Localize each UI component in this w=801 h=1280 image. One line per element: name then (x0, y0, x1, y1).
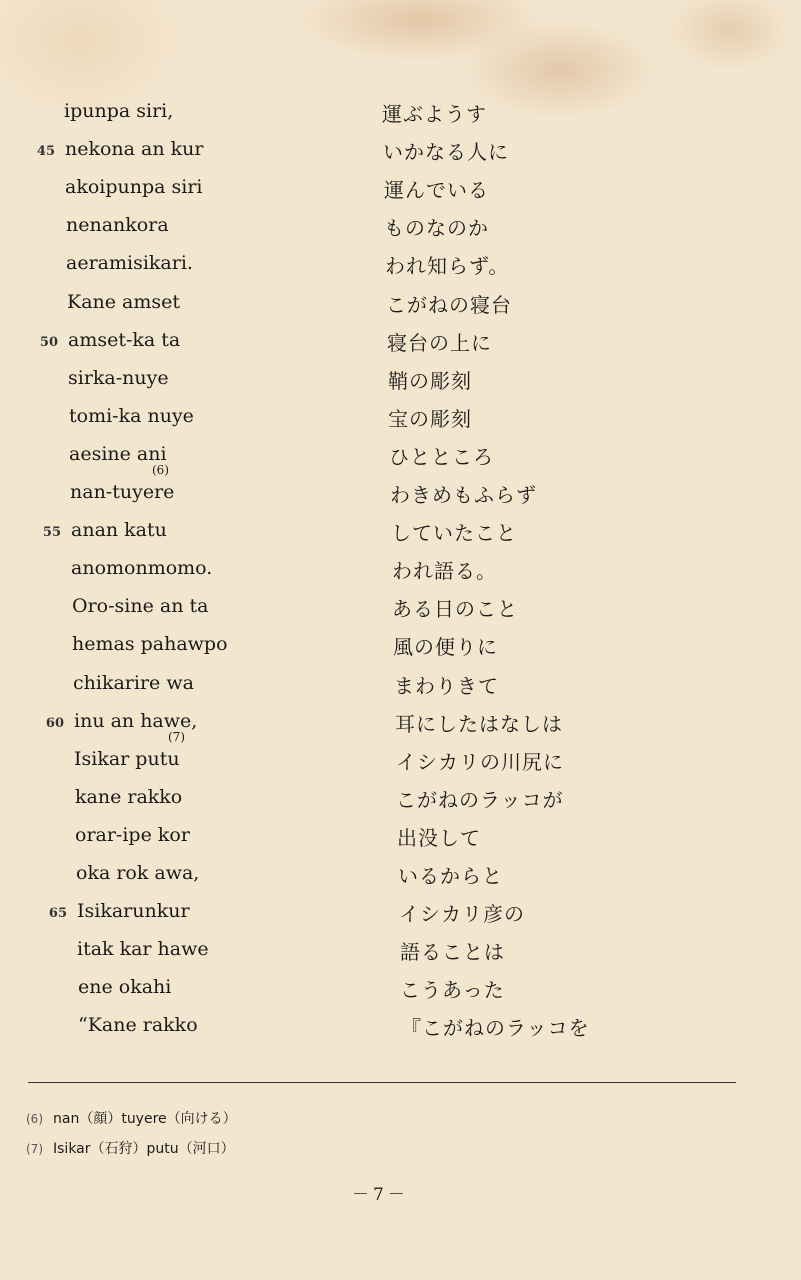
japanese-translation: 運ぶようす (382, 102, 487, 126)
verse-line (0, 134, 801, 172)
japanese-translation: こがねのラッコが (396, 788, 564, 812)
ainu-text: kane rakko (75, 786, 183, 808)
ainu-text: amset-ka ta (68, 329, 181, 351)
verse-line (0, 553, 801, 591)
verse-line (0, 439, 801, 477)
ainu-text: ipunpa siri, (64, 100, 174, 122)
ainu-text: Oro-sine an ta (72, 595, 209, 617)
ainu-text: akoipunpa siri (65, 176, 203, 198)
japanese-translation: ひとところ (389, 445, 494, 469)
ainu-text: nan-tuyere (70, 481, 175, 503)
verse-line (0, 287, 801, 325)
ainu-text: aesine ani (69, 443, 167, 465)
page-number: －7－ (352, 1185, 409, 1205)
japanese-translation: こがねの寝台 (386, 293, 512, 317)
japanese-translation: いかなる人に (383, 140, 509, 164)
ainu-text: sirka-nuye (68, 367, 169, 389)
verse-line (0, 668, 801, 706)
verse-line (0, 896, 801, 934)
ainu-text: Kane amset (67, 291, 181, 313)
japanese-translation: われ語る。 (392, 559, 497, 583)
japanese-translation: まわりきて (394, 674, 499, 698)
japanese-translation: 鞘の彫刻 (388, 369, 472, 393)
japanese-translation: イシカリ彦の (399, 902, 525, 926)
verse-line (0, 591, 801, 629)
verse-line (0, 401, 801, 439)
ainu-text: tomi-ka nuye (69, 405, 194, 427)
japanese-translation: こうあった (400, 978, 505, 1002)
verse-line (0, 782, 801, 820)
japanese-translation: われ知らず。 (385, 254, 510, 278)
ainu-text: “Kane rakko (78, 1014, 198, 1036)
japanese-translation: わきめもふらず (390, 483, 537, 507)
ainu-text: oka rok awa, (76, 862, 200, 884)
ainu-text: itak kar hawe (77, 938, 209, 960)
footnote-number: (6) (26, 1112, 43, 1126)
verse-line (0, 210, 801, 248)
verse-line (0, 325, 801, 363)
japanese-translation: イシカリの川尻に (396, 750, 564, 774)
line-number: 50 (39, 335, 58, 350)
verse-line (0, 972, 801, 1010)
line-number: 45 (36, 144, 55, 159)
ainu-text: orar-ipe kor (75, 824, 190, 846)
japanese-translation: 風の便りに (393, 635, 498, 659)
verse-line (0, 172, 801, 210)
ainu-text: aeramisikari. (66, 252, 193, 274)
japanese-translation: 寝台の上に (387, 331, 492, 355)
verse-line (0, 934, 801, 972)
verse-line (0, 463, 801, 515)
japanese-translation: 耳にしたはなしは (395, 712, 563, 736)
line-number: 65 (48, 906, 67, 921)
verse-line (0, 248, 801, 286)
footnote-text: Isikar（石狩）putu（河口） (53, 1141, 235, 1157)
footnote-number: (7) (26, 1142, 43, 1156)
japanese-translation: 宝の彫刻 (388, 407, 472, 431)
japanese-translation: 運んでいる (384, 178, 489, 202)
verse-line (0, 858, 801, 896)
footnote-marker: (6) (152, 463, 169, 477)
line-number: 60 (45, 716, 64, 731)
verse-line (0, 96, 801, 134)
verse-line (0, 363, 801, 401)
footnote-divider (28, 1082, 736, 1083)
footnote-6 (26, 1108, 237, 1128)
verse-line (0, 629, 801, 667)
ainu-text: anan katu (71, 519, 167, 541)
verse-line (0, 515, 801, 553)
ainu-text: chikarire wa (73, 672, 194, 694)
footnote-text: nan（顔）tuyere（向ける） (53, 1111, 237, 1127)
ainu-text: anomonmomo. (71, 557, 213, 579)
ainu-text: ene okahi (78, 976, 172, 998)
verse-line (0, 730, 801, 782)
footnote-7 (26, 1138, 235, 1158)
japanese-translation: 語ることは (400, 940, 505, 964)
japanese-translation: 出没して (397, 826, 481, 850)
ainu-text: Isikar putu (74, 748, 180, 770)
japanese-translation: いるからと (398, 864, 503, 888)
japanese-translation: ものなのか (384, 216, 489, 240)
verse-line (0, 1010, 801, 1048)
ainu-text: Isikarunkur (77, 900, 190, 922)
ainu-text: hemas pahawpo (72, 633, 228, 655)
japanese-translation: ある日のこと (392, 597, 518, 621)
japanese-translation: 『こがねのラッコを (401, 1016, 590, 1040)
verse-line (0, 820, 801, 858)
ainu-text: nekona an kur (65, 138, 204, 160)
verse-line (0, 706, 801, 744)
ainu-text: inu an hawe, (74, 710, 198, 732)
line-number: 55 (42, 525, 61, 540)
footnote-marker: (7) (168, 730, 185, 744)
japanese-translation: していたこと (391, 521, 517, 545)
ainu-text: nenankora (66, 214, 169, 236)
